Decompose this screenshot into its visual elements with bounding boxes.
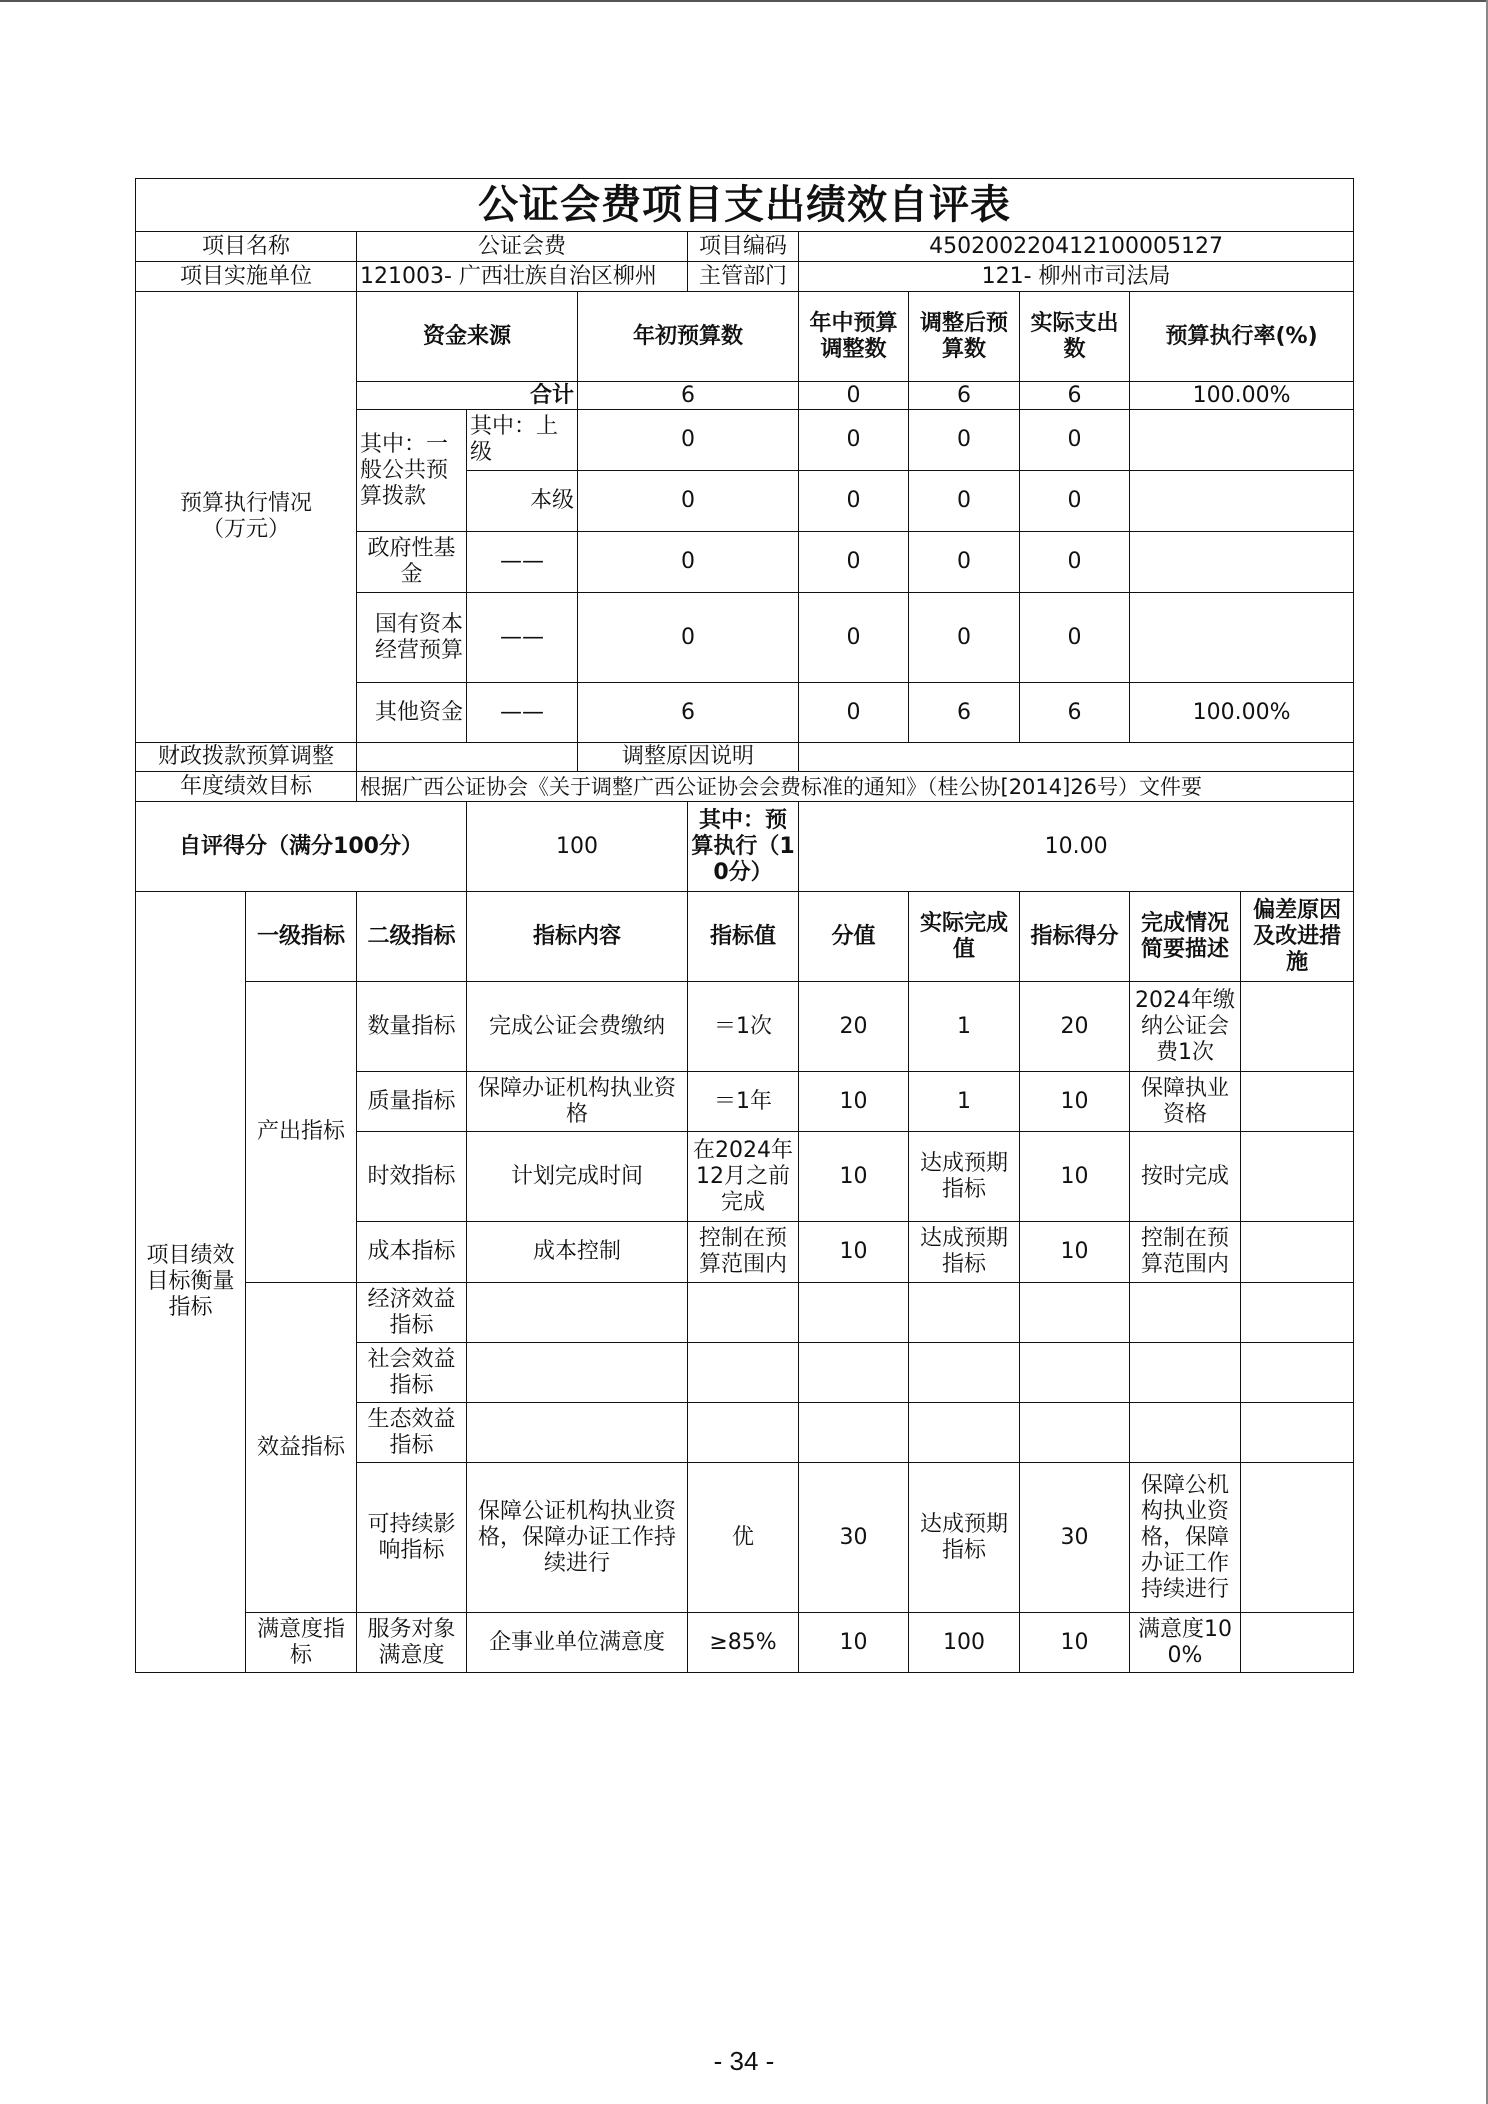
local-initial: 0 (578, 471, 799, 532)
quantity-score: 20 (1020, 982, 1130, 1072)
header-mid-adjust: 年中预算调整数 (799, 292, 909, 382)
quality-content: 保障办证机构执业资格 (467, 1072, 688, 1132)
other-initial: 6 (578, 683, 799, 743)
sustainable-deviation (1241, 1463, 1354, 1613)
timeliness-score: 10 (1020, 1132, 1130, 1222)
timeliness-points: 10 (799, 1132, 909, 1222)
social-level2: 社会效益指标 (357, 1343, 467, 1403)
upper-level-label: 其中：上级 (467, 410, 578, 471)
annual-goal-text: 根据广西公证协会《关于调整广西公证协会会费标准的通知》（桂公协[2014]26号）文件要 (357, 772, 1354, 802)
other-funds-label: 其他资金 (357, 683, 467, 743)
fiscal-adjust-label: 财政拨款预算调整 (136, 743, 357, 772)
quantity-content: 完成公证会费缴纳 (467, 982, 688, 1072)
quality-deviation (1241, 1072, 1354, 1132)
quantity-target: ＝1次 (688, 982, 799, 1072)
self-score-value: 100 (467, 802, 688, 892)
state-capital-dash: —— (467, 593, 578, 683)
satisfaction-score: 10 (1020, 1613, 1130, 1673)
total-rate: 100.00% (1130, 382, 1354, 410)
form-title: 公证会费项目支出绩效自评表 (136, 179, 1354, 232)
quality-actual: 1 (909, 1072, 1020, 1132)
timeliness-deviation (1241, 1132, 1354, 1222)
budget-exec-score-label: 其中：预算执行（10分） (688, 802, 799, 892)
state-capital-actual: 0 (1020, 593, 1130, 683)
quantity-deviation (1241, 982, 1354, 1072)
local-mid-adjust: 0 (799, 471, 909, 532)
fiscal-adjust-value (357, 743, 578, 772)
page-number: - 34 - (713, 2046, 775, 2076)
budget-exec-score-value: 10.00 (799, 802, 1354, 892)
local-adjusted: 0 (909, 471, 1020, 532)
economic-level2: 经济效益指标 (357, 1283, 467, 1343)
adjust-reason-value (799, 743, 1354, 772)
satisfaction-summary: 满意度100% (1130, 1613, 1241, 1673)
quantity-summary: 2024年缴纳公证会费1次 (1130, 982, 1241, 1072)
dept-label: 主管部门 (688, 262, 799, 292)
local-actual: 0 (1020, 471, 1130, 532)
annual-goal-label: 年度绩效目标 (136, 772, 357, 802)
project-name-value: 公证会费 (357, 232, 688, 262)
quantity-points: 20 (799, 982, 909, 1072)
state-capital-rate (1130, 593, 1354, 683)
cost-summary: 控制在预算范围内 (1130, 1222, 1241, 1283)
upper-rate (1130, 410, 1354, 471)
gov-fund-adjusted: 0 (909, 532, 1020, 593)
indicators-section-label: 项目绩效目标衡量指标 (136, 892, 246, 1673)
ecological-level2: 生态效益指标 (357, 1403, 467, 1463)
header-actual-spending: 实际支出数 (1020, 292, 1130, 382)
header-execution-rate: 预算执行率(%) (1130, 292, 1354, 382)
project-code-value: 450200220412100005127 (799, 232, 1354, 262)
sustainable-summary: 保障公机构执业资格，保障办证工作持续进行 (1130, 1463, 1241, 1613)
sustainable-target: 优 (688, 1463, 799, 1613)
timeliness-content: 计划完成时间 (467, 1132, 688, 1222)
other-rate: 100.00% (1130, 683, 1354, 743)
header-level1: 一级指标 (246, 892, 357, 982)
self-score-label: 自评得分（满分100分） (136, 802, 467, 892)
gov-fund-rate (1130, 532, 1354, 593)
timeliness-level2: 时效指标 (357, 1132, 467, 1222)
quality-target: ＝1年 (688, 1072, 799, 1132)
gov-fund-actual: 0 (1020, 532, 1130, 593)
general-budget-label: 其中：一般公共预算拨款 (357, 410, 467, 532)
total-actual: 6 (1020, 382, 1130, 410)
budget-section-label: 预算执行情况 （万元） (136, 292, 357, 743)
header-target: 指标值 (688, 892, 799, 982)
cost-deviation (1241, 1222, 1354, 1283)
adjust-reason-label: 调整原因说明 (578, 743, 799, 772)
quality-score: 10 (1020, 1072, 1130, 1132)
header-points: 分值 (799, 892, 909, 982)
gov-fund-mid-adjust: 0 (799, 532, 909, 593)
header-initial-budget: 年初预算数 (578, 292, 799, 382)
project-name-label: 项目名称 (136, 232, 357, 262)
benefit-indicators-label: 效益指标 (246, 1283, 357, 1613)
header-content: 指标内容 (467, 892, 688, 982)
total-initial: 6 (578, 382, 799, 410)
quantity-level2: 数量指标 (357, 982, 467, 1072)
header-level2: 二级指标 (357, 892, 467, 982)
satisfaction-actual: 100 (909, 1613, 1020, 1673)
other-mid-adjust: 0 (799, 683, 909, 743)
cost-content: 成本控制 (467, 1222, 688, 1283)
satisfaction-content: 企事业单位满意度 (467, 1613, 688, 1673)
sustainable-score: 30 (1020, 1463, 1130, 1613)
other-adjusted: 6 (909, 683, 1020, 743)
impl-unit-value: 121003- 广西壮族自治区柳州 (357, 262, 688, 292)
state-capital-mid-adjust: 0 (799, 593, 909, 683)
project-code-label: 项目编码 (688, 232, 799, 262)
quality-points: 10 (799, 1072, 909, 1132)
output-indicators-label: 产出指标 (246, 982, 357, 1283)
other-actual: 6 (1020, 683, 1130, 743)
state-capital-initial: 0 (578, 593, 799, 683)
timeliness-target: 在2024年12月之前完成 (688, 1132, 799, 1222)
header-summary: 完成情况简要描述 (1130, 892, 1241, 982)
satisfaction-level1: 满意度指标 (246, 1613, 357, 1673)
satisfaction-deviation (1241, 1613, 1354, 1673)
sustainable-content: 保障公证机构执业资格，保障办证工作持续进行 (467, 1463, 688, 1613)
state-capital-adjusted: 0 (909, 593, 1020, 683)
gov-fund-dash: —— (467, 532, 578, 593)
dept-value: 121- 柳州市司法局 (799, 262, 1354, 292)
header-adjusted-budget: 调整后预算数 (909, 292, 1020, 382)
state-capital-label: 国有资本经营预算 (357, 593, 467, 683)
header-actual: 实际完成值 (909, 892, 1020, 982)
sustainable-points: 30 (799, 1463, 909, 1613)
total-label: 合计 (357, 382, 578, 410)
cost-level2: 成本指标 (357, 1222, 467, 1283)
satisfaction-points: 10 (799, 1613, 909, 1673)
total-adjusted: 6 (909, 382, 1020, 410)
quantity-actual: 1 (909, 982, 1020, 1072)
timeliness-summary: 按时完成 (1130, 1132, 1241, 1222)
upper-adjusted: 0 (909, 410, 1020, 471)
cost-actual: 达成预期指标 (909, 1222, 1020, 1283)
total-mid-adjust: 0 (799, 382, 909, 410)
header-score: 指标得分 (1020, 892, 1130, 982)
performance-evaluation-table (135, 178, 1354, 1673)
quality-level2: 质量指标 (357, 1072, 467, 1132)
quality-summary: 保障执业资格 (1130, 1072, 1241, 1132)
header-deviation: 偏差原因及改进措施 (1241, 892, 1354, 982)
timeliness-actual: 达成预期指标 (909, 1132, 1020, 1222)
local-level-label: 本级 (467, 471, 578, 532)
cost-score: 10 (1020, 1222, 1130, 1283)
local-rate (1130, 471, 1354, 532)
upper-actual: 0 (1020, 410, 1130, 471)
cost-points: 10 (799, 1222, 909, 1283)
impl-unit-label: 项目实施单位 (136, 262, 357, 292)
upper-mid-adjust: 0 (799, 410, 909, 471)
cost-target: 控制在预算范围内 (688, 1222, 799, 1283)
page-top-border (0, 0, 1488, 2)
sustainable-level2: 可持续影响指标 (357, 1463, 467, 1613)
other-funds-dash: —— (467, 683, 578, 743)
gov-fund-label: 政府性基金 (357, 532, 467, 593)
gov-fund-initial: 0 (578, 532, 799, 593)
sustainable-actual: 达成预期指标 (909, 1463, 1020, 1613)
header-source: 资金来源 (357, 292, 578, 382)
satisfaction-target: ≥85% (688, 1613, 799, 1673)
upper-initial: 0 (578, 410, 799, 471)
satisfaction-level2: 服务对象满意度 (357, 1613, 467, 1673)
